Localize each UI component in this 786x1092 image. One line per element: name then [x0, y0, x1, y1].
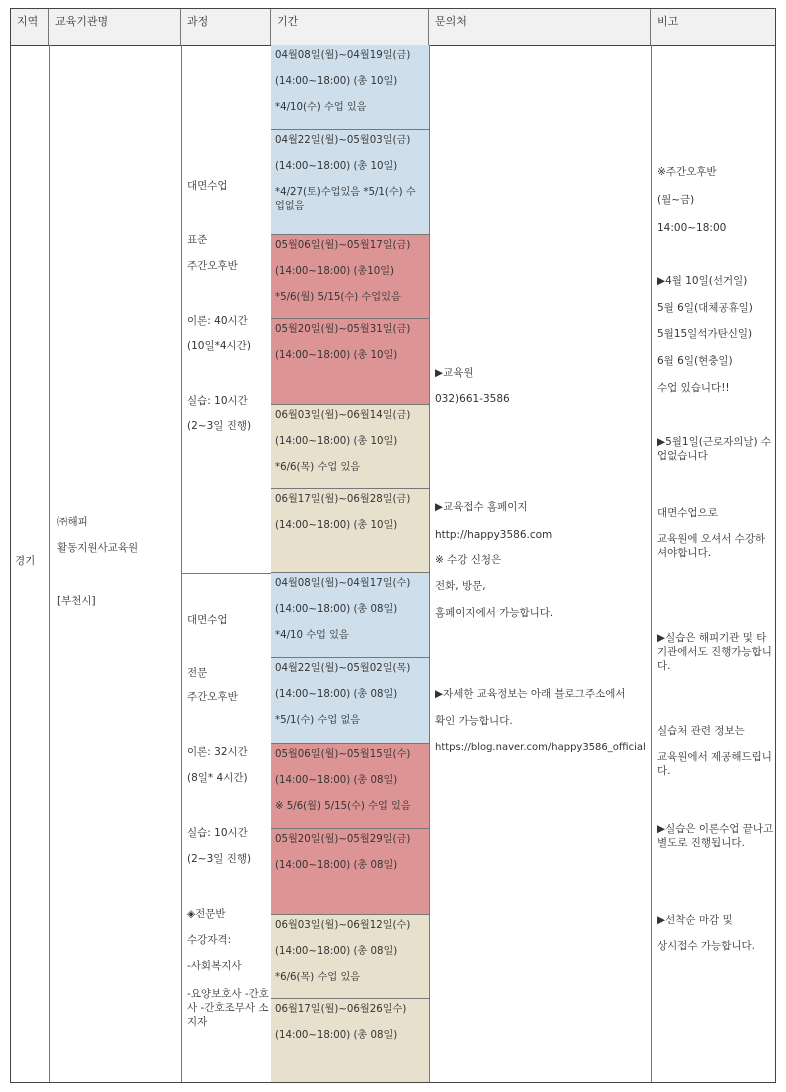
- contact-homepage-link[interactable]: http://happy3586.com: [435, 529, 553, 541]
- period-time: (14:00~18:00) (총 10일): [275, 436, 398, 447]
- remark-election: ▶4월 10일(선거일): [657, 275, 748, 287]
- institution-name: 활동지원사교육원: [57, 542, 139, 554]
- period-note: *6/6(목) 수업 있음: [275, 462, 361, 473]
- contact-signup-note: ※ 수강 신청은: [435, 554, 502, 566]
- header-contact: 문의처: [429, 9, 651, 45]
- course-expert-qual-1: -사회복지사: [187, 960, 242, 972]
- contact-blog-confirm: 확인 가능합니다.: [435, 715, 513, 727]
- period-cell: [271, 235, 429, 319]
- column-divider: [181, 45, 182, 1082]
- period-time: (14:00~18:00) (총 08일): [275, 946, 398, 957]
- course-expert-session: 주간오후반: [187, 691, 238, 703]
- course-standard-theory: 이론: 40시간: [187, 315, 248, 327]
- period-cell: [271, 130, 429, 235]
- period-time: (14:00~18:00) (총 08일): [275, 775, 398, 786]
- course-standard-session: 주간오후반: [187, 260, 238, 272]
- remark-attend: 교육원에 오셔서 수강하셔야합니다.: [657, 533, 766, 559]
- remark-substitute-holiday: 5월 6일(대체공휴일): [657, 302, 753, 314]
- header-period: 기간: [271, 9, 429, 45]
- remark-session: ※주간오후반: [657, 166, 717, 178]
- period-date: 04월08일(월)~04월17일(수): [275, 578, 411, 589]
- contact-blog-note: ▶자세한 교육정보는 아래 블로그주소에서: [435, 688, 626, 700]
- period-date: 04월08일(월)~04월19일(금): [275, 50, 411, 61]
- remark-practice-provided: 교육원에서 제공해드립니다.: [657, 751, 772, 777]
- course-standard-practice-detail: (2~3일 진행): [187, 420, 252, 432]
- institution-city: [부천시]: [57, 595, 96, 607]
- period-note: *6/6(목) 수업 있음: [275, 972, 361, 983]
- period-cell: [271, 405, 429, 489]
- remark-practice-location: ▶실습은 해피기관 및 타기관에서도 진행가능합니다.: [657, 632, 772, 672]
- period-time: (14:00~18:00) (총 10일): [275, 520, 398, 531]
- period-date: 04월22일(월)~05월03일(금): [275, 135, 411, 146]
- period-cell: [271, 489, 429, 573]
- period-date: 05월06일(월)~05월17일(금): [275, 240, 411, 251]
- course-expert-label: ◈전문반: [187, 908, 226, 920]
- contact-blog-link[interactable]: https://blog.naver.com/happy3586_official: [435, 742, 646, 753]
- period-date: 05월20일(월)~05월31일(금): [275, 324, 411, 335]
- period-time: (14:00~18:00) (총 08일): [275, 689, 398, 700]
- remark-labor-day: ▶5월1일(근로자의날) 수업없습니다: [657, 436, 772, 462]
- period-note: *4/10 수업 있음: [275, 630, 349, 641]
- remark-days: (월~금): [657, 194, 695, 206]
- remark-classes-held: 수업 있습니다!!: [657, 382, 730, 394]
- period-date: 06월03일(월)~06월14일(금): [275, 410, 411, 421]
- course-expert-qual-2: -요양보호사 -간호사 -간호조무사 소지자: [187, 988, 269, 1028]
- period-cell: [271, 915, 429, 999]
- remark-practice-after-theory: ▶실습은 이론수업 끝나고 별도로 진행됩니다.: [657, 823, 774, 849]
- course-expert-type: 전문: [187, 667, 208, 679]
- period-note: *5/1(수) 수업 없음: [275, 715, 361, 726]
- period-note: *4/10(수) 수업 있음: [275, 102, 367, 113]
- period-note: ※ 5/6(월) 5/15(수) 수업 있음: [275, 801, 411, 812]
- course-divider: [181, 573, 271, 574]
- contact-phone: 032)661-3586: [435, 393, 510, 405]
- course-expert-theory-detail: (8일* 4시간): [187, 772, 248, 784]
- period-date: 06월17일(월)~06월28일(금): [275, 494, 411, 505]
- header-institution: 교육기관명: [49, 9, 181, 45]
- header-course: 과정: [181, 9, 271, 45]
- contact-signup-homepage: 홈페이지에서 가능합니다.: [435, 607, 554, 619]
- period-cell: [271, 744, 429, 829]
- course-standard-type: 표준: [187, 234, 208, 246]
- column-divider: [651, 45, 652, 1082]
- period-cell: [271, 999, 429, 1082]
- period-time: (14:00~18:00) (총 08일): [275, 604, 398, 615]
- period-cell: [271, 573, 429, 658]
- period-time: (14:00~18:00) (총 08일): [275, 860, 398, 871]
- period-note: *4/27(토)수업있음 *5/1(수) 수업없음: [275, 187, 416, 212]
- contact-office-label: ▶교육원: [435, 367, 474, 379]
- period-date: 06월03일(월)~06월12일(수): [275, 920, 411, 931]
- course-standard-theory-detail: (10일*4시간): [187, 340, 251, 352]
- period-note: *5/6(월) 5/15(수) 수업있음: [275, 292, 401, 303]
- course-expert-theory: 이론: 32시간: [187, 746, 248, 758]
- period-date: 05월06일(월)~05월15일(수): [275, 749, 411, 760]
- institution-company: ㈜해피: [57, 516, 88, 528]
- remark-in-person: 대면수업으로: [657, 507, 718, 519]
- period-date: 05월20일(월)~05월29일(금): [275, 834, 411, 845]
- course-standard-mode: 대면수업: [187, 180, 228, 192]
- remark-practice-info: 실습처 관련 정보는: [657, 725, 745, 737]
- period-date: 04월22일(월)~05월02일(목): [275, 663, 411, 674]
- period-cell: [271, 829, 429, 915]
- period-date: 06월17일(월)~06월26일수): [275, 1004, 407, 1015]
- column-divider: [49, 45, 50, 1082]
- period-time: (14:00~18:00) (총 10일): [275, 76, 398, 87]
- header-region: 지역: [11, 9, 49, 45]
- remark-memorial: 6월 6일(현충일): [657, 355, 733, 367]
- education-schedule-table: [10, 8, 776, 1083]
- course-standard-practice: 실습: 10시간: [187, 395, 248, 407]
- period-time: (14:00~18:00) (총10일): [275, 266, 395, 277]
- contact-homepage-label: ▶교육접수 홈페이지: [435, 501, 528, 513]
- region-cell: 경기: [15, 555, 36, 567]
- course-expert-practice: 실습: 10시간: [187, 827, 248, 839]
- column-divider: [429, 45, 430, 1082]
- table-header: [11, 9, 775, 46]
- course-expert-mode: 대면수업: [187, 614, 228, 626]
- period-time: (14:00~18:00) (총 10일): [275, 161, 398, 172]
- header-remarks: 비고: [657, 15, 679, 28]
- remark-hours: 14:00~18:00: [657, 222, 727, 234]
- course-expert-qualification: 수강자격:: [187, 934, 232, 946]
- contact-signup-methods: 전화, 방문,: [435, 580, 486, 592]
- period-time: (14:00~18:00) (총 08일): [275, 1030, 398, 1041]
- period-cell: [271, 45, 429, 130]
- course-expert-practice-detail: (2~3일 진행): [187, 853, 252, 865]
- period-cell: [271, 319, 429, 405]
- period-time: (14:00~18:00) (총 10일): [275, 350, 398, 361]
- remark-buddha: 5월15일석가탄신일): [657, 328, 753, 340]
- period-cell: [271, 658, 429, 744]
- remark-first-come: ▶선착순 마감 및: [657, 914, 733, 926]
- remark-always-open: 상시접수 가능합니다.: [657, 940, 755, 952]
